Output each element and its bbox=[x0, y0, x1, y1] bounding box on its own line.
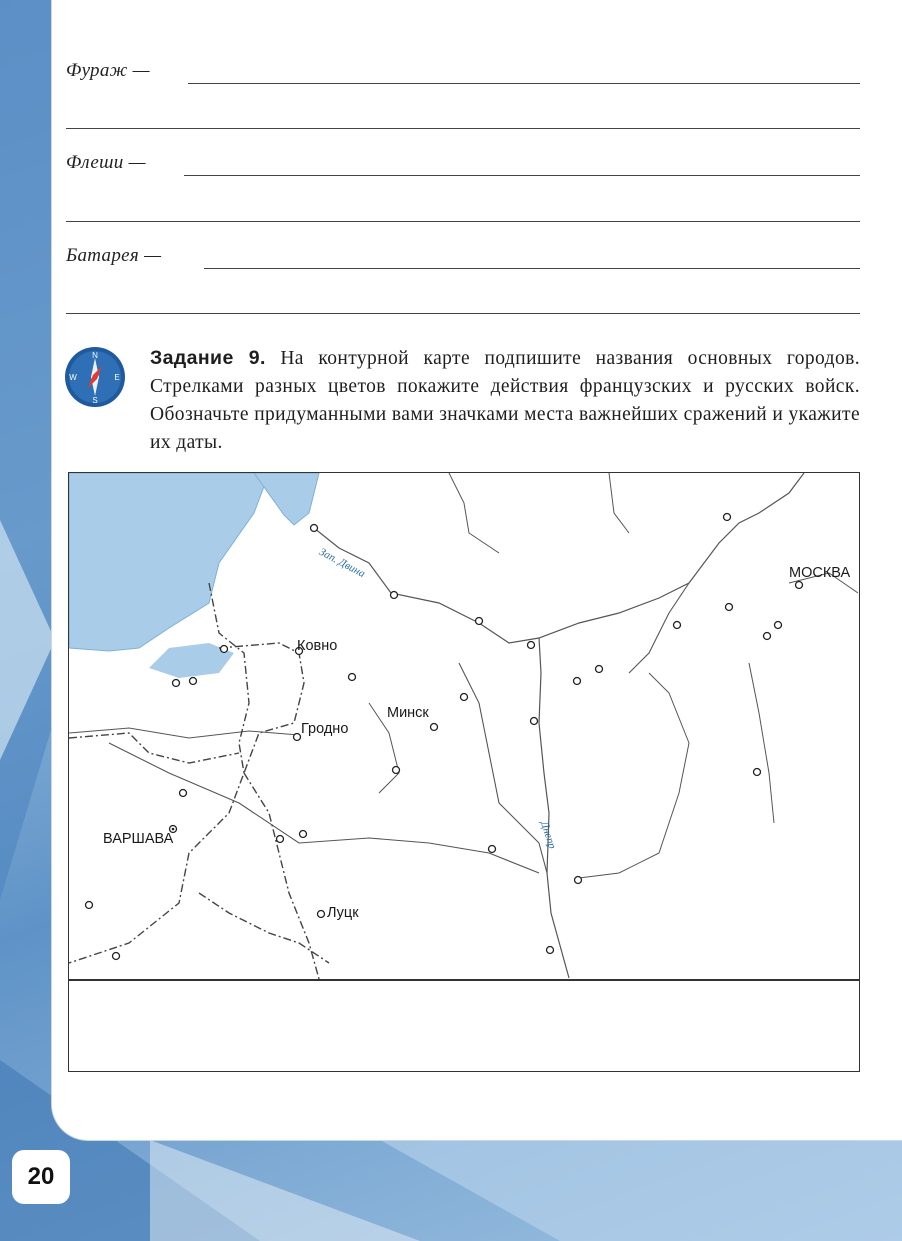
answer-line[interactable] bbox=[66, 128, 860, 129]
compass-letter-s: S bbox=[92, 396, 98, 405]
city-marker bbox=[596, 666, 603, 673]
city-marker bbox=[528, 642, 535, 649]
task-title: Задание 9. bbox=[150, 347, 266, 369]
city-marker bbox=[764, 633, 771, 640]
city-marker bbox=[173, 680, 180, 687]
river-label-dvina: Зап. Двина bbox=[317, 545, 368, 581]
city-marker bbox=[190, 678, 197, 685]
city-marker-minsk bbox=[431, 724, 438, 731]
definition-row bbox=[66, 60, 860, 84]
map-notes-area[interactable] bbox=[69, 981, 859, 1069]
definition-term: Батарея — bbox=[66, 245, 162, 266]
answer-line[interactable] bbox=[188, 83, 860, 84]
city-marker bbox=[775, 622, 782, 629]
city-marker bbox=[349, 674, 356, 681]
city-label-lutsk: Луцк bbox=[327, 905, 359, 921]
city-marker bbox=[393, 767, 400, 774]
city-marker bbox=[476, 618, 483, 625]
answer-line[interactable] bbox=[184, 175, 860, 176]
city-label-minsk: Минск bbox=[387, 705, 429, 721]
city-marker bbox=[674, 622, 681, 629]
definition-row bbox=[66, 245, 860, 269]
city-label-moscow: МОСКВА bbox=[789, 565, 851, 581]
city-marker bbox=[489, 846, 496, 853]
task-description bbox=[150, 344, 860, 457]
city-marker bbox=[531, 718, 538, 725]
city-label-kovno: Ковно bbox=[297, 638, 338, 654]
city-marker bbox=[311, 525, 318, 532]
answer-line[interactable] bbox=[66, 221, 860, 222]
city-marker-moscow bbox=[726, 604, 733, 611]
contour-map bbox=[68, 472, 860, 1072]
city-marker bbox=[221, 646, 228, 653]
definition-row bbox=[66, 152, 860, 176]
city-marker bbox=[391, 592, 398, 599]
city-marker bbox=[754, 769, 761, 776]
city-marker-grodno bbox=[294, 734, 301, 741]
city-marker bbox=[461, 694, 468, 701]
city-marker bbox=[575, 877, 582, 884]
city-label-warsaw: ВАРШАВА bbox=[103, 831, 174, 847]
city-marker bbox=[113, 953, 120, 960]
city-marker bbox=[574, 678, 581, 685]
city-marker bbox=[86, 902, 93, 909]
city-marker bbox=[300, 831, 307, 838]
task-text: На контурной карте подпишите названия основных городов. Стрелками разных цветов покажите действия французских и русских войск. Обозначьте придуманными вами значками места важнейших сражений и укажите их даты. bbox=[150, 348, 861, 453]
answer-line[interactable] bbox=[204, 268, 860, 269]
city-marker bbox=[277, 836, 284, 843]
page-number: 20 bbox=[12, 1150, 70, 1204]
answer-line[interactable] bbox=[66, 313, 860, 314]
city-marker bbox=[547, 947, 554, 954]
definition-term: Флеши — bbox=[66, 152, 146, 173]
compass-letter-w: W bbox=[69, 373, 77, 382]
compass-icon bbox=[64, 346, 126, 408]
map-drawing bbox=[69, 473, 858, 979]
city-marker-lutsk bbox=[318, 911, 325, 918]
city-marker bbox=[796, 582, 803, 589]
river-label-dnepr: Днепр bbox=[538, 819, 559, 851]
definition-term: Фураж — bbox=[66, 60, 150, 81]
city-marker bbox=[180, 790, 187, 797]
compass-letter-n: N bbox=[92, 351, 98, 360]
city-marker bbox=[724, 514, 731, 521]
compass-letter-e: E bbox=[114, 373, 120, 382]
city-label-grodno: Гродно bbox=[301, 721, 349, 737]
